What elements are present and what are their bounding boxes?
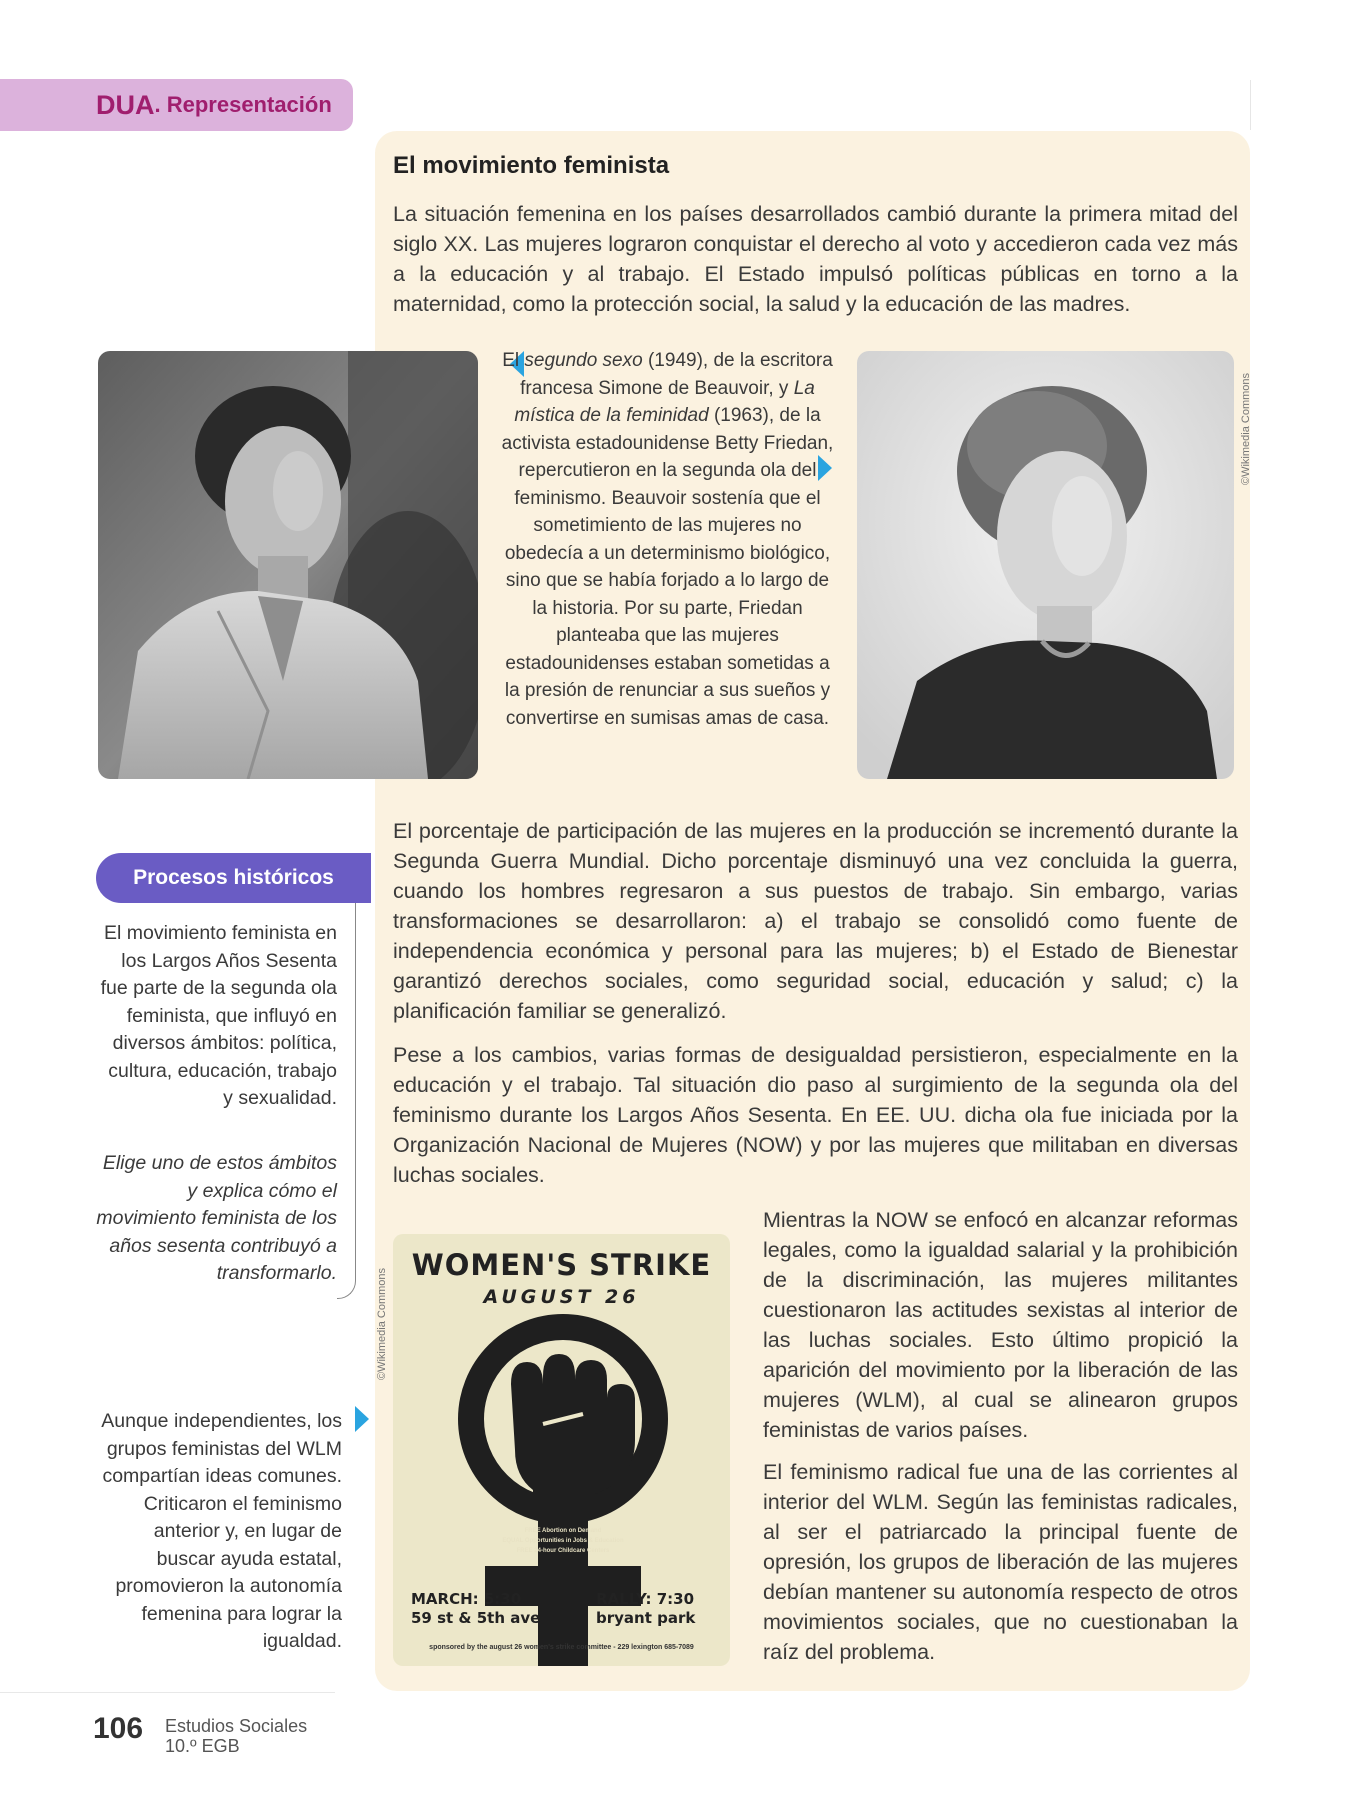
- pointer-right-icon: [355, 1406, 369, 1432]
- photo-caption: [500, 347, 835, 732]
- caption-book-title-1: segundo sexo: [524, 350, 643, 371]
- section-title: El movimiento feminista: [393, 152, 670, 179]
- sidebar-bracket-line: [337, 903, 356, 1299]
- poster-march-info: [411, 1590, 540, 1628]
- friedan-photo: [857, 351, 1234, 779]
- body-paragraph-3: Pese a los cambios, varias formas de desigualdad persistieron, especialmente en la educación y el trabajo. Tal situación dio paso al surgimiento de la segunda ola del feminismo durante los Largos Años Sesenta. En EE. UU. dicha ola fue iniciada por la Organización Nacional de Mujeres (NOW) y por las mujeres que militaban en diversas luchas sociales.: [393, 1043, 1238, 1187]
- poster-footer: sponsored by the august 26 women's strike committee - 229 lexington 685-7089: [429, 1644, 694, 1651]
- poster-rally-place: bryant park: [596, 1609, 696, 1627]
- procesos-historicos-badge: Procesos históricos: [96, 853, 371, 903]
- page-number: 106: [93, 1712, 144, 1745]
- poster-demand-3: FREE 24-hour Childcare Centers: [516, 1548, 610, 1554]
- caption-text-2: (1949), de la escritora francesa Simone de Beauvoir, y: [520, 350, 833, 399]
- procesos-activity-question: Elige uno de estos ámbitos y explica cómo el movimiento feminista de los años sesenta contribuyó a transformarlo.: [96, 1152, 337, 1284]
- poster-demand-2: EQUAL Opportunities in Jobs & Education: [502, 1538, 624, 1544]
- dua-section-tab: [0, 79, 353, 131]
- beauvoir-portrait-image: [98, 351, 478, 779]
- photo-credit: ©Wikimedia Commons: [1240, 372, 1252, 485]
- procesos-text: El movimiento feminista en los Largos Años Sesenta fue parte de la segunda ola feminista, que influyó en diversos ámbitos: política, cultura, educación, trabajo y sexualidad.: [100, 922, 337, 1109]
- poster-march-time: MARCH: 5:30: [411, 1590, 522, 1608]
- friedan-portrait-image: [857, 351, 1234, 779]
- poster-credit: ©Wikimedia Commons: [376, 1267, 388, 1380]
- caption-text-1: El: [502, 350, 525, 371]
- dua-label: DUA: [96, 89, 155, 120]
- book-grade: 10.º EGB: [165, 1736, 240, 1756]
- pointer-right-icon: [818, 455, 832, 481]
- womens-strike-poster: [393, 1234, 730, 1666]
- poster-march-place: 59 st & 5th ave: [411, 1609, 541, 1627]
- dua-subtitle: . Representación: [154, 92, 332, 117]
- poster-rally-time: RALLY: 7:30: [596, 1590, 695, 1608]
- footer-divider: [0, 1692, 335, 1693]
- book-title: Estudios Sociales: [165, 1716, 308, 1736]
- poster-title: WOMEN'S STRIKE: [411, 1248, 712, 1282]
- poster-date: AUGUST 26: [483, 1286, 640, 1308]
- caption-book-title-2: La mística de la feminidad: [514, 377, 815, 426]
- side-note: Aunque independientes, los grupos feministas del WLM compartían ideas comunes. Criticaron el feminismo anterior y, en lugar de buscar ayuda estatal, promovieron la autonomía femenina para lograr la igualdad.: [101, 1410, 342, 1652]
- poster-rally-info: [596, 1590, 695, 1628]
- body-paragraph-5: El feminismo radical fue una de las corrientes al interior del WLM. Según las feministas radicales, al ser el patriarcado la principal fuente de opresión, los grupos de liberación de las mujeres debían mantener su autonomía respecto de otros movimientos sociales, que no cuestionaban la raíz del problema.: [763, 1460, 1238, 1664]
- beauvoir-photo: [98, 351, 478, 779]
- body-paragraph-4: Mientras la NOW se enfocó en alcanzar reformas legales, como la igualdad salarial y la prohibición de la discriminación, las mujeres militantes cuestionaron las actitudes sexistas al interior de las luchas sociales. Esto último propició la aparición del movimiento por la liberación de las mujeres (WLM), al cual se alinearon grupos feministas de varios países.: [763, 1208, 1238, 1442]
- body-paragraph-2: El porcentaje de participación de las mujeres en la producción se incrementó durante la Segunda Guerra Mundial. Dicho porcentaje disminuyó una vez concluida la guerra, cuando los hombres regresaron a sus puestos de trabajo. Sin embargo, varias transformaciones se desarrollaron: a) el trabajo se consolidó como fuente de independencia económica y personal para las mujeres; b) el Estado de Bienestar garantizó derechos sociales, como seguridad social, educación y salud; c) la planificación familiar se generalizó.: [393, 819, 1238, 1023]
- intro-paragraph: La situación femenina en los países desarrollados cambió durante la primera mitad del siglo XX. Las mujeres lograron conquistar el derecho al voto y accedieron cada vez más a la educación y al trabajo. El Estado impulsó políticas públicas en torno a la maternidad, como la protección social, la salud y la educación de las madres.: [393, 202, 1238, 316]
- poster-demand-1: FREE Abortion on Demand: [524, 1528, 602, 1534]
- top-divider: [1250, 80, 1251, 130]
- poster-demands: [488, 1526, 638, 1556]
- caption-text-3: (1963), de la activista estadounidense Betty Friedan, repercutieron en la segunda ola del feminismo. Beauvoir sostenía que el sometimiento de las mujeres no obedecía a un determinismo biológico, sino que se había forjado a lo largo de la historia. Por su parte, Friedan planteaba que las mujeres estadounidenses estaban sometidas a la presión de renunciar a sus sueños y convertirse en sumisas amas de casa.: [501, 405, 834, 729]
